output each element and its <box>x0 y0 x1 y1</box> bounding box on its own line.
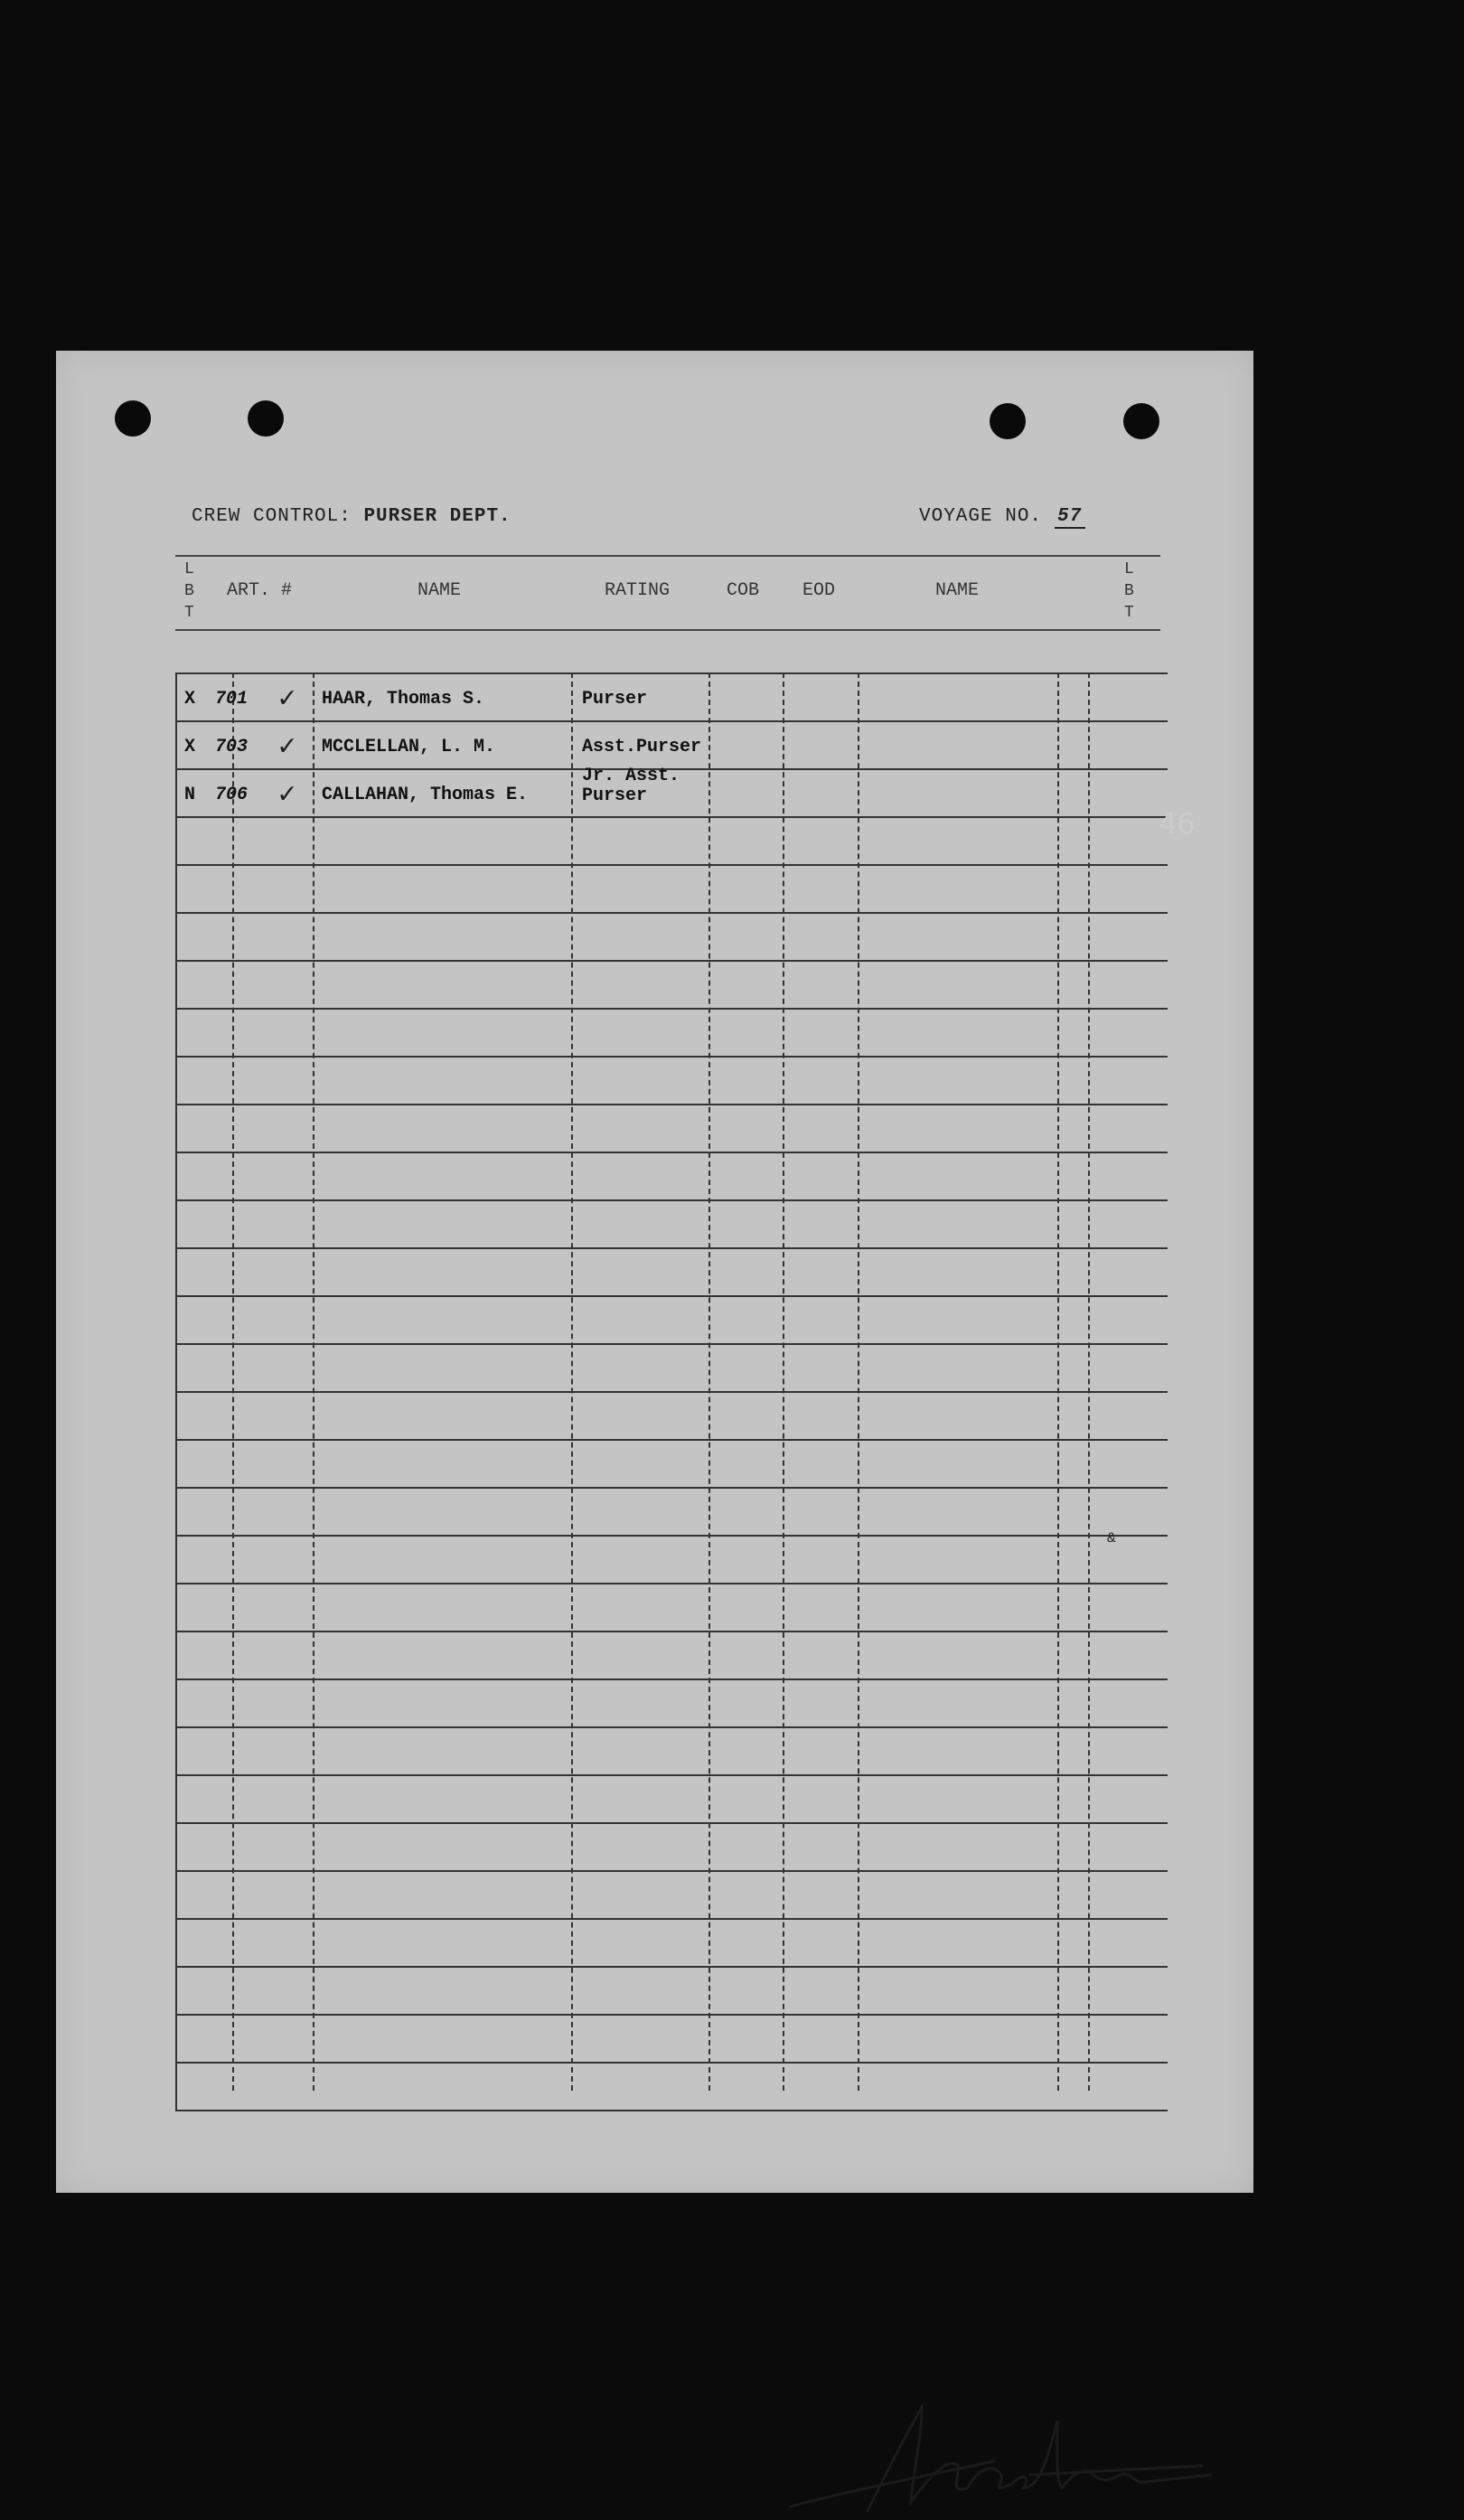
table-row <box>177 1297 1168 1345</box>
lbt-left-header: L B T <box>184 560 194 622</box>
table-row <box>177 1584 1168 1632</box>
name-header: NAME <box>417 580 461 601</box>
department-name: PURSER DEPT. <box>363 506 511 527</box>
lbt-value: N <box>184 785 196 805</box>
table-row <box>177 1441 1168 1489</box>
table-row <box>177 818 1168 866</box>
table-row <box>177 866 1168 914</box>
table-row <box>177 1680 1168 1728</box>
table-row <box>177 722 1168 770</box>
crew-control-header <box>192 506 511 527</box>
art-number: 706 <box>215 785 249 805</box>
lbt-right-header: L B T <box>1124 560 1134 622</box>
art-number: 703 <box>215 737 249 757</box>
crew-rating: Asst.Purser <box>582 737 702 757</box>
check-mark-icon: ✓ <box>278 778 296 812</box>
table-row <box>177 1105 1168 1153</box>
table-row <box>177 962 1168 1010</box>
crew-name: HAAR, Thomas S. <box>322 689 485 710</box>
table-row <box>177 1728 1168 1776</box>
table-row <box>177 1824 1168 1872</box>
table-row <box>177 2016 1168 2064</box>
name2-header: NAME <box>934 580 979 601</box>
crew-control-label: CREW CONTROL: <box>192 506 352 527</box>
margin-page-number: 46 <box>1159 806 1196 841</box>
table-row <box>177 1249 1168 1297</box>
table-body <box>175 672 1168 2111</box>
crew-name: CALLAHAN, Thomas E. <box>322 785 529 805</box>
table-row <box>177 1968 1168 2016</box>
voyage-label: VOYAGE NO. <box>919 506 1043 527</box>
table-row <box>177 1776 1168 1824</box>
punch-hole <box>115 400 151 437</box>
punch-hole <box>990 403 1026 439</box>
table-row <box>177 1201 1168 1249</box>
table-row <box>177 1345 1168 1393</box>
table-row <box>177 1872 1168 1920</box>
table-row <box>177 1058 1168 1105</box>
table-row <box>177 2064 1168 2111</box>
row-mark: & <box>1107 1530 1116 1547</box>
eod-header: EOD <box>802 580 835 601</box>
master-signature <box>786 2402 1220 2520</box>
table-row <box>177 766 1168 818</box>
cob-header: COB <box>726 580 759 601</box>
art-number: 701 <box>215 689 249 710</box>
voyage-number: 57 <box>1055 506 1085 529</box>
table-row <box>177 914 1168 962</box>
crew-control-sheet <box>56 351 1253 2193</box>
art-header: ART. # <box>226 580 292 601</box>
crew-rating-line: Purser <box>582 785 648 806</box>
table-row <box>177 1632 1168 1680</box>
table-row <box>177 1010 1168 1058</box>
crew-rating <box>582 766 680 806</box>
lbt-value: X <box>184 689 196 710</box>
check-mark-icon: ✓ <box>278 682 296 716</box>
table-row <box>177 1920 1168 1968</box>
rating-header: RATING <box>604 580 670 601</box>
table-row <box>177 1489 1168 1537</box>
voyage-header <box>919 506 1085 529</box>
punch-hole <box>1123 403 1159 439</box>
crew-name: MCCLELLAN, L. M. <box>322 737 496 757</box>
table-row <box>177 1153 1168 1201</box>
crew-table <box>175 555 1160 631</box>
lbt-value: X <box>184 737 196 757</box>
punch-hole <box>248 400 284 437</box>
check-mark-icon: ✓ <box>278 730 296 764</box>
table-row <box>177 1537 1168 1584</box>
table-row <box>177 1393 1168 1441</box>
crew-rating-line: Jr. Asst. <box>582 766 680 786</box>
table-header <box>175 555 1160 631</box>
crew-rating: Purser <box>582 689 648 710</box>
table-row <box>177 672 1168 722</box>
